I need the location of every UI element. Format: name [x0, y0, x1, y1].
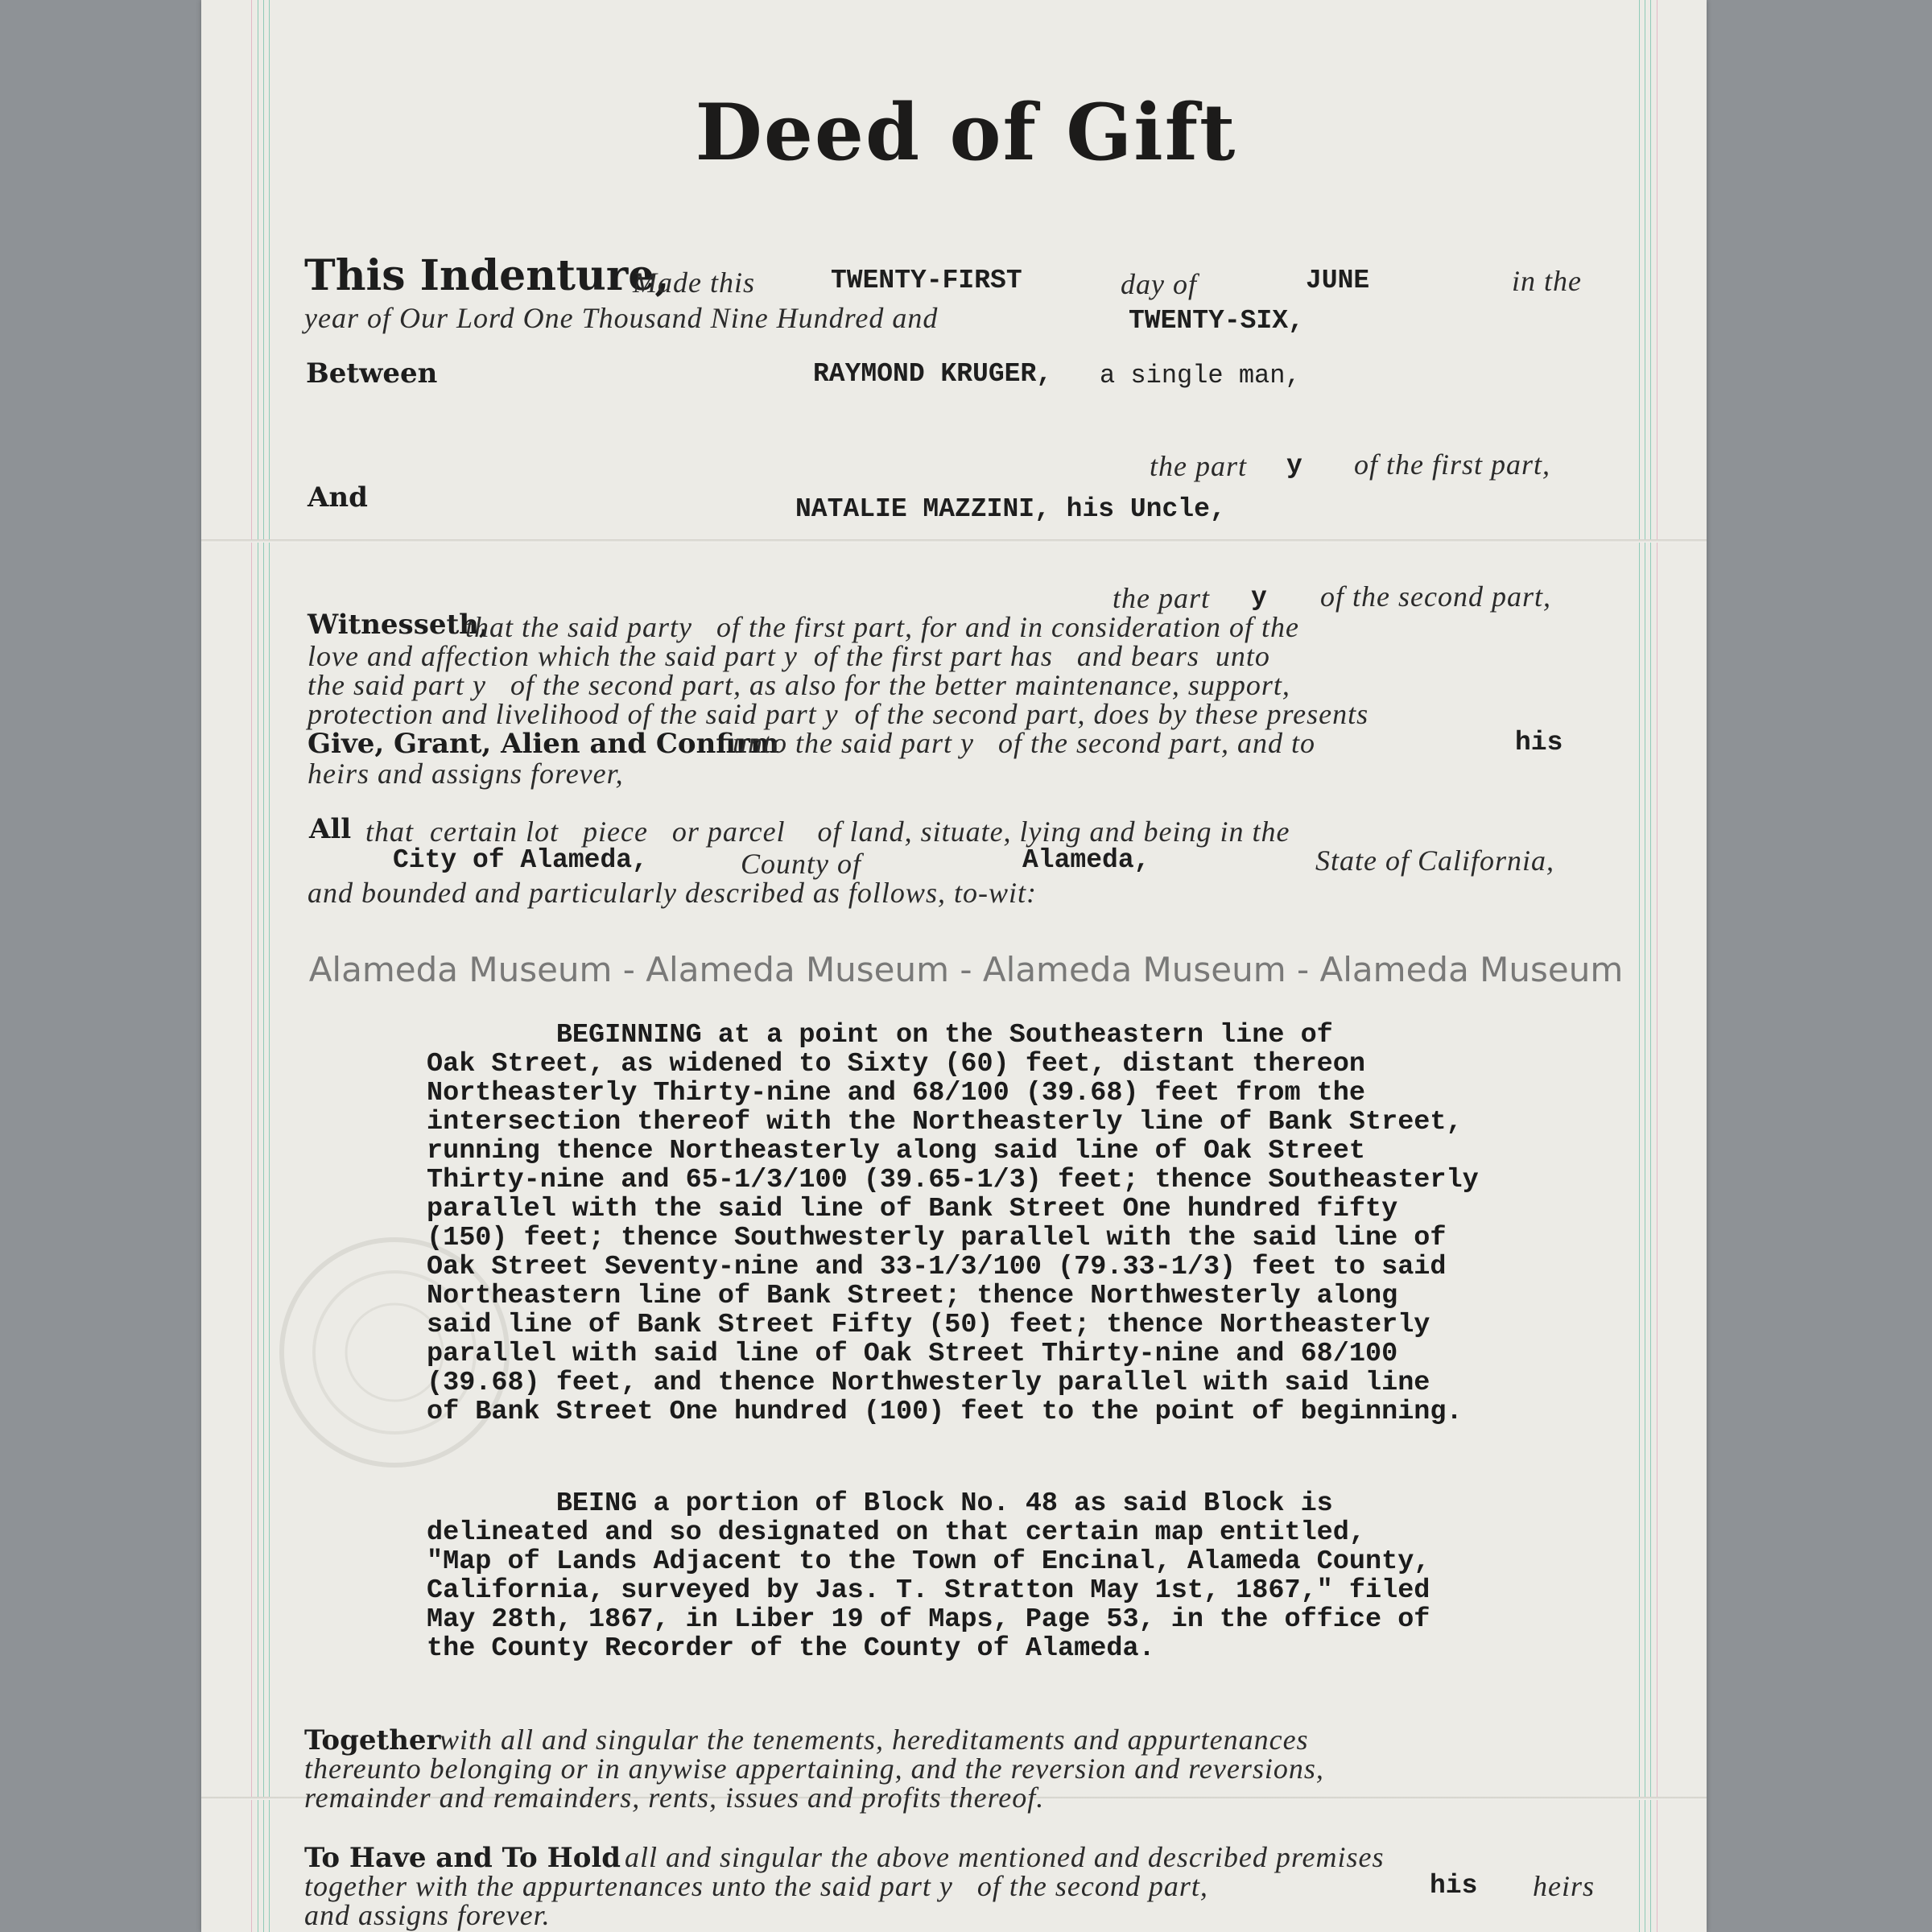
witnesseth-label: Witnesseth, — [308, 609, 489, 641]
description-line: of Bank Street One hundred (100) feet to the point of beginning. — [427, 1397, 1463, 1427]
indenture-lead: This Indenture, — [304, 251, 670, 300]
to-have-line-1: all and singular the above mentioned and described premises — [625, 1841, 1385, 1873]
to-have-heirs: heirs — [1533, 1870, 1595, 1902]
description-line: May 28th, 1867, in Liber 19 of Maps, Page 53, in the office of — [427, 1604, 1430, 1635]
all-that-line-1: that certain lot piece or parcel of land, situate, lying and being in the — [365, 815, 1290, 848]
paper-fold-1 — [201, 539, 1707, 543]
grant-his: his — [1515, 728, 1563, 758]
description-line: running thence Northeasterly along said line of Oak Street — [427, 1136, 1365, 1166]
first-party-role-post: of the first part, — [1354, 448, 1551, 481]
description-line: "Map of Lands Adjacent to the Town of Encinal, Alameda County, — [427, 1546, 1430, 1577]
all-label: All — [309, 813, 352, 845]
county-label: County of — [741, 848, 861, 880]
description-line: said line of Bank Street Fifty (50) feet; thence Northeasterly — [427, 1310, 1430, 1340]
description-line: the County Recorder of the County of Alameda. — [427, 1633, 1155, 1664]
museum-watermark: Alameda Museum - Alameda Museum - Alameda Museum - Alameda Museum — [308, 950, 1624, 989]
together-line-2: thereunto belonging or in anywise appertaining, and the reversion and reversions, — [304, 1752, 1324, 1785]
to-have-line-2: together with the appurtenances unto the said part y of the second part, — [304, 1870, 1208, 1902]
witnesseth-line-2: love and affection which the said part y of the first part has and bears unto — [308, 640, 1270, 672]
year-phrase: year of Our Lord One Thousand Nine Hundred and — [304, 302, 939, 334]
together-line-3: remainder and remainders, rents, issues and profits thereof. — [304, 1781, 1045, 1814]
first-party-desc: a single man, — [1100, 361, 1301, 390]
second-party-role-pre: the part — [1113, 582, 1210, 614]
year-value: TWENTY-SIX, — [1129, 306, 1304, 336]
description-line: BEING a portion of Block No. 48 as said Block is — [427, 1488, 1333, 1519]
to-have-line-3: and assigns forever. — [304, 1899, 551, 1931]
description-line: Oak Street Seventy-nine and 33-1/3/100 (79.33-1/3) feet to said — [427, 1252, 1447, 1282]
witnesseth-line-1: that the said party of the first part, for and in consideration of the — [465, 611, 1299, 643]
day-of-label: day of — [1121, 268, 1197, 300]
first-party-name: RAYMOND KRUGER, — [813, 359, 1053, 389]
description-paragraph-2 — [427, 1489, 1586, 1663]
second-party-role-y: y — [1251, 583, 1267, 613]
description-line: Northeasterly Thirty-nine and 68/100 (39.68) feet from the — [427, 1078, 1365, 1108]
to-have-his: his — [1430, 1871, 1478, 1901]
description-line: intersection thereof with the Northeasterly line of Bank Street, — [427, 1107, 1463, 1137]
together-label: Together — [304, 1724, 441, 1757]
city-value: City of Alameda, — [393, 845, 648, 875]
to-have-label: To Have and To Hold — [304, 1842, 621, 1874]
all-that-line-3: and bounded and particularly described as follows, to-wit: — [308, 877, 1037, 909]
witnesseth-line-3: the said part y of the second part, as also for the better maintenance, support, — [308, 669, 1290, 701]
in-the-label: in the — [1512, 265, 1582, 297]
description-line: (39.68) feet, and thence Northwesterly parallel with said line — [427, 1368, 1430, 1398]
witnesseth-line-4: protection and livelihood of the said part y of the second part, does by these presents — [308, 698, 1369, 730]
description-line: Oak Street, as widened to Sixty (60) feet, distant thereon — [427, 1049, 1365, 1080]
grant-label: Give, Grant, Alien and Confirm — [308, 728, 779, 760]
between-label: Between — [306, 357, 438, 390]
second-party-name: NATALIE MAZZINI, his Uncle, — [795, 494, 1226, 524]
description-paragraph-1 — [427, 1021, 1586, 1426]
grant-text: unto the said part y of the second part, and to — [733, 727, 1315, 759]
description-line: parallel with the said line of Bank Street One hundred fifty — [427, 1194, 1398, 1224]
and-label: And — [308, 481, 368, 514]
day-value: TWENTY-FIRST — [831, 266, 1022, 295]
description-line: delineated and so designated on that certain map entitled, — [427, 1517, 1365, 1548]
second-party-role-post: of the second part, — [1320, 580, 1551, 613]
description-line: (150) feet; thence Southwesterly parallel with the said line of — [427, 1223, 1447, 1253]
first-party-role-pre: the part — [1150, 450, 1247, 482]
made-this-label: Made this — [633, 266, 755, 299]
county-value: Alameda, — [1022, 845, 1150, 875]
description-line: parallel with said line of Oak Street Thirty-nine and 68/100 — [427, 1339, 1398, 1369]
description-line: BEGINNING at a point on the Southeastern line of — [427, 1020, 1333, 1051]
description-line: Northeastern line of Bank Street; thence Northwesterly along — [427, 1281, 1398, 1311]
first-party-role-y: y — [1286, 451, 1302, 481]
description-line: California, surveyed by Jas. T. Stratton May 1st, 1867," filed — [427, 1575, 1430, 1606]
document-title: Deed of Gift — [695, 87, 1237, 178]
witnesseth-final-line: heirs and assigns forever, — [308, 758, 624, 790]
description-line: Thirty-nine and 65-1/3/100 (39.65-1/3) feet; thence Southeasterly — [427, 1165, 1479, 1195]
month-value: JUNE — [1306, 266, 1370, 295]
state-value: State of California, — [1315, 844, 1555, 877]
together-line-1: with all and singular the tenements, hereditaments and appurtenances — [440, 1724, 1309, 1756]
